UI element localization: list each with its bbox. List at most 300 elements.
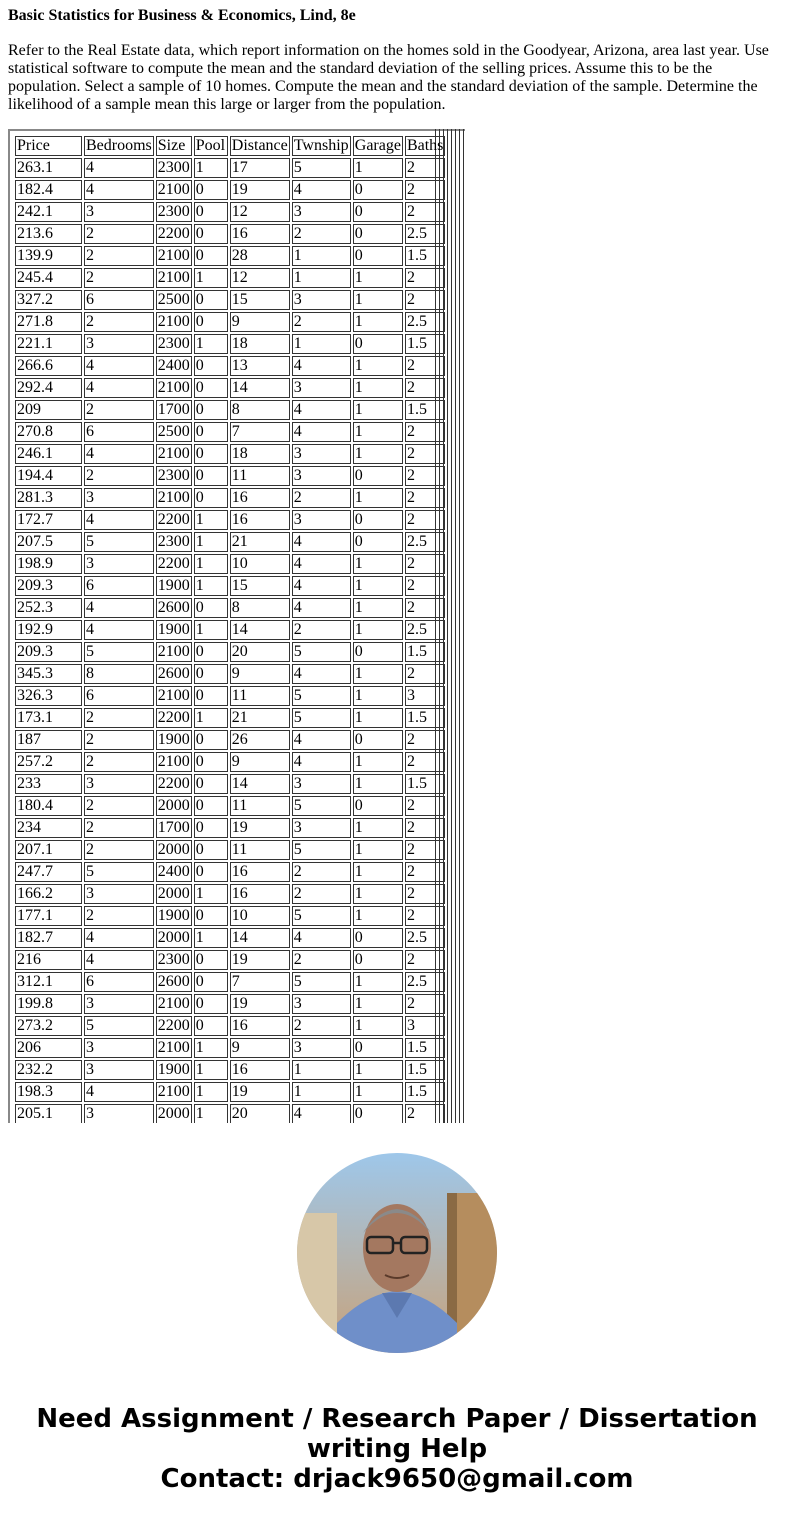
table-row [15, 334, 445, 354]
table-cell: 4 [292, 356, 351, 376]
table-cell: 0 [353, 1104, 403, 1123]
table-cell: 1 [353, 752, 403, 772]
table-cell: 0 [194, 774, 228, 794]
table-cell: 7 [230, 422, 290, 442]
table-cell: 1 [194, 928, 228, 948]
table-cell: 15 [230, 290, 290, 310]
table-cell: 2000 [157, 929, 190, 946]
table-cell: 4 [84, 1082, 154, 1102]
table-cell: 1700 [157, 819, 190, 836]
table-cell: 1900 [157, 731, 190, 748]
table-cell: 1 [353, 576, 403, 596]
table-cell: 3 [84, 994, 154, 1014]
table-cell: 1 [194, 1082, 228, 1102]
table-row [15, 180, 445, 200]
table-cell: Size [156, 136, 192, 156]
table-cell: 209 [15, 400, 82, 420]
table-cell: 0 [194, 202, 228, 222]
table-cell: 3 [84, 1104, 154, 1123]
table-cell: 4 [292, 180, 351, 200]
table-cell: 16 [230, 1060, 290, 1080]
table-cell: 15 [230, 576, 290, 596]
table-cell: 19 [230, 180, 290, 200]
table-cell: 0 [194, 444, 228, 464]
table-cell: 16 [230, 884, 290, 904]
table-cell: 2100 [157, 379, 190, 396]
table-cell: 187 [15, 730, 82, 750]
table-row [15, 906, 445, 926]
table-cell: 2600 [157, 973, 190, 990]
table-cell: 1 [194, 708, 228, 728]
table-cell: 9 [230, 312, 290, 332]
table-cell: 2000 [157, 841, 190, 858]
table-cell: 14 [230, 620, 290, 640]
table-cell: 4 [84, 158, 154, 178]
table-cell: 4 [292, 400, 351, 420]
table-row [15, 708, 445, 728]
table-cell: 2 [405, 664, 445, 684]
table-cell: 1 [353, 862, 403, 882]
table-cell: 4 [84, 928, 154, 948]
table-row [15, 862, 445, 882]
table-cell: 1 [353, 554, 403, 574]
table-cell: 1 [292, 268, 351, 288]
table-cell: 2500 [157, 423, 190, 440]
table-cell: 182.4 [15, 180, 82, 200]
table-cell: 3 [405, 686, 445, 706]
table-cell: 0 [194, 906, 228, 926]
table-cell: 1 [292, 246, 351, 266]
table-cell: 3 [84, 488, 154, 508]
table-cell: 2100 [157, 687, 190, 704]
table-cell: 7 [230, 972, 290, 992]
table-row [15, 576, 445, 596]
table-cell: 0 [353, 246, 403, 266]
table-row [15, 510, 445, 530]
table-cell: 0 [194, 862, 228, 882]
table-cell: 2.5 [405, 972, 445, 992]
table-cell: 0 [194, 752, 228, 772]
table-cell: 2 [292, 884, 351, 904]
table-cell: 4 [292, 422, 351, 442]
table-cell: 0 [194, 950, 228, 970]
table-cell: 19 [230, 1082, 290, 1102]
table-cell: 2 [84, 796, 154, 816]
table-cell: 0 [194, 818, 228, 838]
table-cell: 4 [292, 576, 351, 596]
table-cell: 2600 [157, 665, 190, 682]
table-cell: 207.1 [15, 840, 82, 860]
table-cell: 1.5 [405, 774, 445, 794]
table-cell: 0 [194, 994, 228, 1014]
table-row [15, 1104, 445, 1123]
table-cell: 9 [230, 752, 290, 772]
table-cell: 209.3 [15, 576, 82, 596]
table-header-row [15, 136, 445, 156]
table-cell: 2200 [157, 1017, 190, 1034]
table-cell: 209.3 [15, 642, 82, 662]
table-cell: 5 [84, 862, 154, 882]
table-cell: 216 [15, 950, 82, 970]
table-cell: 6 [84, 576, 154, 596]
table-cell: 1 [194, 1060, 228, 1080]
table-cell: 2300 [157, 335, 190, 352]
table-cell: 0 [353, 180, 403, 200]
table-row [15, 488, 445, 508]
table-cell: 2.5 [405, 312, 445, 332]
table-cell: 0 [194, 730, 228, 750]
table-cell: 17 [230, 158, 290, 178]
table-cell: 2200 [157, 775, 190, 792]
table-cell: 11 [230, 796, 290, 816]
table-cell: 139.9 [15, 246, 82, 266]
table-cell: 0 [353, 466, 403, 486]
table-cell: 28 [230, 246, 290, 266]
table-cell: 8 [230, 598, 290, 618]
table-cell: 11 [230, 686, 290, 706]
table-cell: 0 [194, 840, 228, 860]
table-cell: 1900 [157, 907, 190, 924]
table-cell: 4 [84, 598, 154, 618]
table-cell: 0 [353, 334, 403, 354]
table-cell: 0 [194, 224, 228, 244]
table-cell: 4 [292, 598, 351, 618]
table-row [15, 598, 445, 618]
table-cell: 10 [230, 906, 290, 926]
table-cell: 2 [292, 862, 351, 882]
table-cell: 1 [353, 488, 403, 508]
question-text: Refer to the Real Estate data, which report information on the homes sold in the Goodyear, Arizona, area last year. Use statistical software to compute the mean and the standard deviation of the selling prices. Assume this to be the population. Select a sample of 10 homes. Compute the mean and the standard deviation of the sample. Determine the likelihood of a sample mean this large or larger from the population. [8, 42, 769, 113]
table-row [15, 378, 445, 398]
table-cell: 2.5 [405, 532, 445, 552]
table-cell: 16 [230, 862, 290, 882]
table-cell: 1.5 [405, 708, 445, 728]
table-row [15, 400, 445, 420]
table-cell: 2 [84, 246, 154, 266]
table-cell: Pool [194, 136, 228, 156]
frame-line [459, 129, 460, 1123]
table-row [15, 466, 445, 486]
table-cell: 5 [292, 906, 351, 926]
table-cell: 2300 [157, 203, 190, 220]
table-row [15, 1082, 445, 1102]
table-cell: 18 [230, 444, 290, 464]
table-cell: 4 [84, 356, 154, 376]
table-cell: 1.5 [405, 400, 445, 420]
table-cell: 281.3 [15, 488, 82, 508]
table-cell: Garage [354, 137, 401, 154]
table-cell: 2400 [157, 863, 190, 880]
table-row [15, 290, 445, 310]
table-cell: 2 [405, 906, 445, 926]
table-cell: 207.5 [15, 532, 82, 552]
table-cell: 1 [353, 664, 403, 684]
table-cell: 0 [194, 422, 228, 442]
table-cell: 2.5 [405, 620, 445, 640]
table-cell: 2100 [157, 643, 190, 660]
table-cell: 2 [84, 708, 154, 728]
table-cell: 3 [84, 554, 154, 574]
table-cell: 0 [194, 312, 228, 332]
table-cell: 21 [230, 532, 290, 552]
table-cell: 0 [194, 246, 228, 266]
table-cell: 198.3 [15, 1082, 82, 1102]
table-cell: 1 [353, 1082, 403, 1102]
table-row [15, 730, 445, 750]
table-cell: 2200 [157, 225, 190, 242]
table-row [15, 620, 445, 640]
table-cell: 19 [230, 818, 290, 838]
table-cell: 1.5 [405, 642, 445, 662]
table-cell: 0 [194, 356, 228, 376]
table-row [15, 818, 445, 838]
table-cell: 16 [230, 510, 290, 530]
table-cell: 1 [353, 994, 403, 1014]
table-cell: 19 [230, 994, 290, 1014]
table-cell: 2 [405, 730, 445, 750]
table-cell: 1 [353, 290, 403, 310]
table-row [15, 246, 445, 266]
table-cell: 2 [405, 950, 445, 970]
table-cell: 2 [84, 818, 154, 838]
table-cell: 326.3 [15, 686, 82, 706]
table-cell: 0 [194, 378, 228, 398]
table-cell: 14 [230, 774, 290, 794]
table-cell: 2 [405, 202, 445, 222]
table-cell: 8 [230, 400, 290, 420]
table-cell: 2100 [157, 995, 190, 1012]
table-cell: Baths [406, 137, 444, 154]
table-cell: 1 [194, 268, 228, 288]
table-cell: 13 [230, 356, 290, 376]
table-cell: 4 [84, 950, 154, 970]
table-cell: 182.7 [15, 928, 82, 948]
table-cell: 0 [194, 400, 228, 420]
table-cell: 192.9 [15, 620, 82, 640]
table-cell: 1 [353, 972, 403, 992]
table-cell: 2100 [157, 313, 190, 330]
table-cell: 2100 [157, 181, 190, 198]
table-cell: 2000 [157, 797, 190, 814]
table-cell: 0 [194, 642, 228, 662]
table-cell: 3 [84, 884, 154, 904]
table-cell: 6 [84, 686, 154, 706]
table-cell: 1700 [157, 401, 190, 418]
table-cell: 4 [84, 444, 154, 464]
table-cell: 3 [292, 994, 351, 1014]
table-cell: 1 [194, 334, 228, 354]
table-cell: 0 [353, 928, 403, 948]
table-cell: 2 [405, 356, 445, 376]
table-row [15, 422, 445, 442]
table-cell: Bedrooms [86, 137, 152, 154]
table-cell: 0 [353, 642, 403, 662]
table-cell: 4 [84, 180, 154, 200]
table-cell: 1.5 [405, 334, 445, 354]
footer-banner [0, 1404, 794, 1494]
table-cell: 10 [230, 554, 290, 574]
table-cell: 2300 [157, 467, 190, 484]
table-cell: 2000 [157, 1105, 190, 1122]
table-cell: 5 [84, 1016, 154, 1036]
document-title: Basic Statistics for Business & Economics, Lind, 8e [8, 7, 356, 24]
table-cell: 3 [84, 1060, 154, 1080]
table-row [15, 774, 445, 794]
table-cell: 1 [353, 840, 403, 860]
table-cell: 6 [84, 290, 154, 310]
table-cell: 2 [405, 598, 445, 618]
table-cell: 2 [292, 224, 351, 244]
table-cell: 2 [405, 510, 445, 530]
table-row [15, 884, 445, 904]
data-table-container[interactable] [8, 129, 465, 1123]
table-cell: 0 [353, 950, 403, 970]
table-row [15, 444, 445, 464]
table-cell: 213.6 [15, 224, 82, 244]
table-cell: 245.4 [15, 268, 82, 288]
table-cell: 3 [292, 378, 351, 398]
table-cell: 2 [292, 312, 351, 332]
table-cell: 4 [292, 928, 351, 948]
table-row [15, 642, 445, 662]
table-cell: 2 [405, 554, 445, 574]
table-cell: 177.1 [15, 906, 82, 926]
table-cell: 2300 [157, 159, 190, 176]
table-cell: 20 [230, 1104, 290, 1123]
table-row [15, 1060, 445, 1080]
table-cell: 1 [194, 554, 228, 574]
table-cell: 2100 [157, 247, 190, 264]
table-cell: 2 [405, 158, 445, 178]
table-cell: 166.2 [15, 884, 82, 904]
table-cell: 246.1 [15, 444, 82, 464]
table-cell: 327.2 [15, 290, 82, 310]
table-cell: 180.4 [15, 796, 82, 816]
table-cell: 0 [353, 730, 403, 750]
table-cell: 1900 [157, 1061, 190, 1078]
table-cell: 16 [230, 488, 290, 508]
table-cell: 3 [292, 444, 351, 464]
table-cell: 5 [84, 532, 154, 552]
table-cell: 1 [353, 1016, 403, 1036]
table-row [15, 532, 445, 552]
table-cell: 173.1 [15, 708, 82, 728]
table-cell: 1 [353, 884, 403, 904]
table-cell: 5 [292, 642, 351, 662]
table-cell: 4 [292, 752, 351, 772]
table-cell: 3 [292, 1038, 351, 1058]
table-cell: 2 [292, 950, 351, 970]
table-row [15, 158, 445, 178]
table-cell: 2 [405, 840, 445, 860]
table-cell: 1 [194, 158, 228, 178]
table-cell: 0 [194, 1016, 228, 1036]
table-cell: 2200 [157, 555, 190, 572]
table-cell: 1 [194, 620, 228, 640]
table-cell: 4 [84, 510, 154, 530]
table-cell: 1 [353, 356, 403, 376]
table-cell: 14 [230, 928, 290, 948]
table-cell: 4 [292, 554, 351, 574]
frame-line [463, 129, 464, 1123]
table-cell: 2 [405, 290, 445, 310]
table-cell: 2300 [157, 951, 190, 968]
table-cell: 1 [353, 268, 403, 288]
table-cell: 3 [405, 1016, 445, 1036]
table-cell: 2200 [157, 511, 190, 528]
table-cell: 0 [194, 796, 228, 816]
table-cell: 2000 [157, 885, 190, 902]
table-cell: 2 [405, 576, 445, 596]
table-cell: 18 [230, 334, 290, 354]
table-cell: 2200 [157, 709, 190, 726]
table-cell: 6 [84, 422, 154, 442]
table-cell: 12 [230, 202, 290, 222]
table-row [15, 950, 445, 970]
table-cell: 2 [405, 994, 445, 1014]
table-cell: 11 [230, 840, 290, 860]
table-cell: 3 [84, 774, 154, 794]
table-cell: 263.1 [15, 158, 82, 178]
table-cell: 0 [194, 686, 228, 706]
frame-line [455, 129, 456, 1123]
table-row [15, 268, 445, 288]
table-cell: 1.5 [405, 1060, 445, 1080]
table-cell: 1 [353, 598, 403, 618]
table-cell: 0 [353, 1038, 403, 1058]
table-cell: 3 [84, 202, 154, 222]
table-cell: 3 [84, 334, 154, 354]
table-cell: 1 [353, 422, 403, 442]
table-cell: 6 [84, 972, 154, 992]
table-cell: 2 [405, 422, 445, 442]
table-cell: 2 [292, 488, 351, 508]
table-row [15, 356, 445, 376]
table-cell: 1 [353, 818, 403, 838]
table-cell: 266.6 [15, 356, 82, 376]
table-cell: 5 [84, 642, 154, 662]
footer-line-1: Need Assignment / Research Paper / Dissertation [36, 1404, 758, 1434]
table-row [15, 686, 445, 706]
table-cell: 16 [230, 224, 290, 244]
table-cell: 252.3 [15, 598, 82, 618]
table-cell: 270.8 [15, 422, 82, 442]
table-cell: 2 [84, 268, 154, 288]
table-cell: 0 [194, 290, 228, 310]
table-cell: 1 [353, 708, 403, 728]
table-cell: 221.1 [15, 334, 82, 354]
table-cell: 4 [292, 1104, 351, 1123]
table-cell: 5 [292, 708, 351, 728]
table-cell: 3 [292, 818, 351, 838]
table-cell: 232.2 [15, 1060, 82, 1080]
table-cell: 292.4 [15, 378, 82, 398]
table-cell: 2 [84, 840, 154, 860]
table-row [15, 972, 445, 992]
table-cell: 2 [405, 884, 445, 904]
table-cell: 1 [353, 686, 403, 706]
table-cell: 206 [15, 1038, 82, 1058]
table-row [15, 554, 445, 574]
author-avatar [297, 1153, 497, 1353]
table-cell: 0 [194, 466, 228, 486]
table-cell: 1 [353, 906, 403, 926]
table-cell: 26 [230, 730, 290, 750]
frame-line [451, 129, 452, 1123]
table-row [15, 928, 445, 948]
table-cell: 0 [194, 664, 228, 684]
table-cell: 20 [230, 642, 290, 662]
